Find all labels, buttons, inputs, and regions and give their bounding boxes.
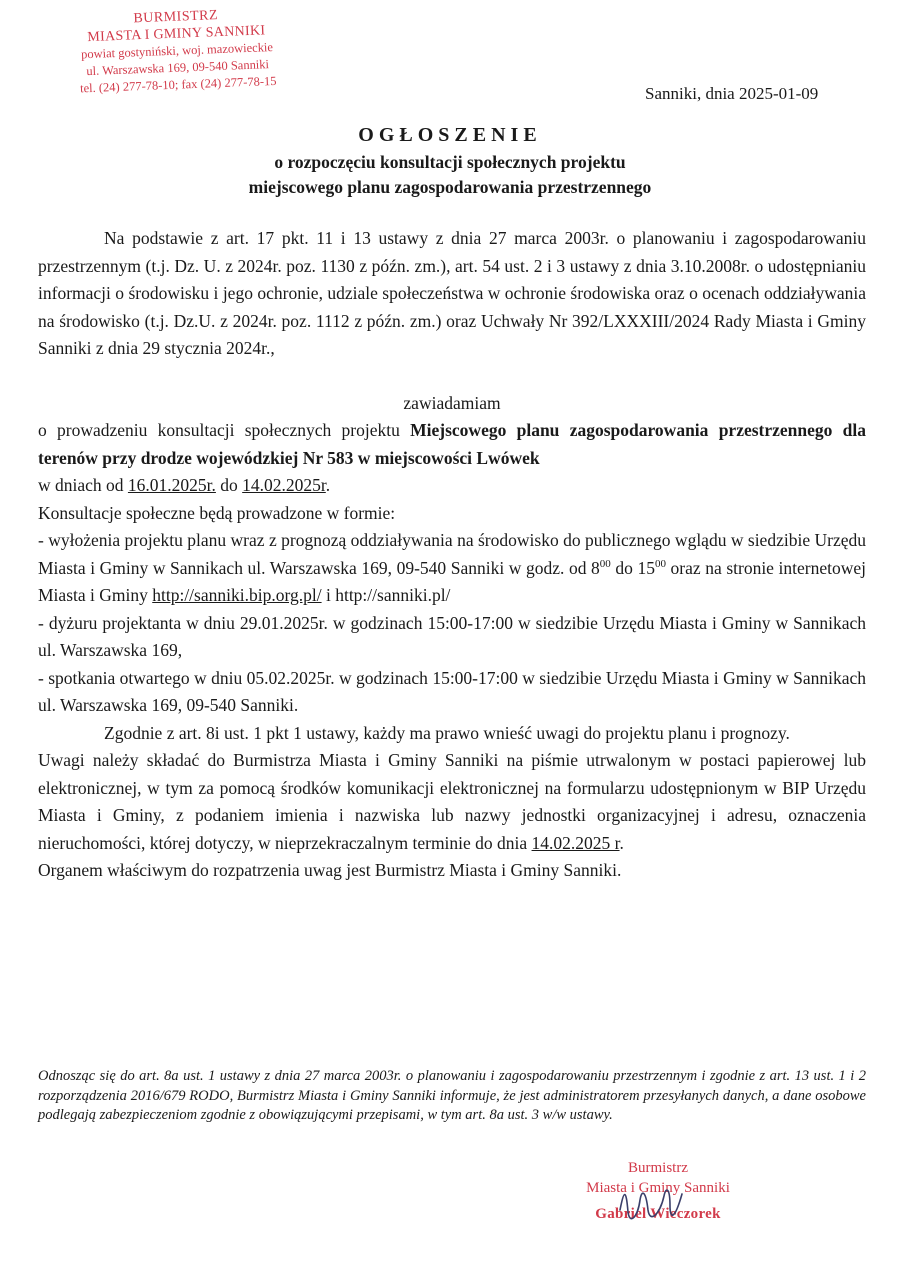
gdpr-note: Odnosząc się do art. 8a ust. 1 ustawy z dnia 27 marca 2003r. o planowaniu i zagospodarowaniu przestrzennym i zgodnie z art. 13 ust. 1 i 2 rozporządzenia 2016/679 RODO, Burmistrz Miasta i Gminy Sanniki informuje, że jest administratorem przesyłanych danych, a dane osobowe podlegają zabezpieczeniom zgodnie z obowiązującymi przepisami, w tym art. 8a ust. 3 w/w ustawy. <box>38 1068 866 1123</box>
handwritten-signature <box>612 1170 692 1230</box>
place-date: Sanniki, dnia 2025-01-09 <box>645 84 819 103</box>
hour-from: 8 <box>591 557 600 578</box>
hour-to: 15 <box>637 557 655 578</box>
form-item-1-web: oraz na stronie internetowej Miasta i Gminy <box>38 557 866 605</box>
deadline-suffix: . <box>619 832 624 853</box>
deadline-date: 14.02.2025 r <box>531 832 620 853</box>
stamp-line-3: powiat gostyniński, woj. mazowieckie <box>80 40 274 62</box>
legal-basis-paragraph: Na podstawie z art. 17 pkt. 11 i 13 ustawy z dnia 27 marca 2003r. o planowaniu i zagospodarowaniu przestrzennym (t.j. Dz. U. z 2024r. poz. 1130 z późn. zm.), art. 54 ust. 2 i 3 ustawy z dnia 3.10.2008r. o udostępnianiu informacji o środowisku i jego ochronie, udziale społeczeństwa w ochronie środowiska oraz o ocenach oddziaływania na środowisko (t.j. Dz.U. z 2024r. poz. 1112 z późn. zm.) oraz Uchwały Nr 392/LXXXIII/2024 Rady Miasta i Gminy Sanniki z dnia 29 stycznia 2024r., <box>38 228 866 358</box>
right-to-comment: Zgodnie z art. 8i ust. 1 pkt 1 ustawy, każdy ma prawo wnieść uwagi do projektu planu i prognozy. <box>104 722 790 743</box>
consultation-intro: o prowadzeniu konsultacji społecznych projektu <box>38 420 400 440</box>
document-title: OGŁOSZENIE <box>358 124 542 146</box>
to-word: do <box>615 557 633 578</box>
subtitle-line-2: miejscowego planu zagospodarowania przestrzennego <box>248 177 652 197</box>
form-item-3: - spotkania otwartego w dniu 05.02.2025r. w godzinach 15:00-17:00 w siedzibie Urzędu Miasta i Gminy w Sannikach ul. Warszawska 169, 09-540 Sanniki. <box>38 667 866 715</box>
date-to: 14.02.2025r <box>242 475 326 495</box>
stamp-line-1: BURMISTRZ <box>133 8 219 27</box>
stamp-line-2: MIASTA I GMINY SANNIKI <box>87 23 266 46</box>
consultation-paragraph <box>38 417 866 500</box>
dates-prefix: w dniach od <box>38 475 124 495</box>
signature-role: Burmistrz <box>628 1160 688 1176</box>
announcement-body <box>38 225 866 885</box>
website-link[interactable]: http://sanniki.pl/ <box>335 585 451 605</box>
authority-paragraph: Organem właściwym do rozpatrzenia uwag jest Burmistrz Miasta i Gminy Sanniki. <box>38 860 622 880</box>
office-stamp <box>38 3 316 98</box>
form-intro: Konsultacje społeczne będą prowadzone w formie: <box>38 502 396 523</box>
stamp-line-5: tel. (24) 277-78-10; fax (24) 277-78-15 <box>79 73 277 96</box>
dates-suffix: . <box>325 475 331 495</box>
hour-to-minutes: 00 <box>654 557 666 570</box>
submission-text: Uwagi należy składać do Burmistrza Miasta i Gminy Sanniki na piśmie utrwalonym w postaci papierowej lub elektronicznej, w tym za pomocą środków komunikacji elektronicznej na formularzu udostępnionym w BIP Urzędu Miasta i Gminy, z podaniem imienia i nazwiska lub nazwy jednostki organizacyjnej i adresu, oznaczenia nieruchomości, której dotyczy, w nieprzekraczalnym terminie do dnia <box>38 750 866 853</box>
stamp-line-4: ul. Warszawska 169, 09-540 Sanniki <box>86 57 270 79</box>
form-item-1 <box>38 527 866 610</box>
date-from: 16.01.2025r. <box>127 475 216 495</box>
form-item-1-text: - wyłożenia projektu planu wraz z prognozą oddziaływania na środowisko do publicznego wglądu w siedzibie Urzędu Miasta i Gminy w Sannikach ul. Warszawska 169, 09-540 Sanniki w godz. od <box>38 530 866 578</box>
hour-from-minutes: 00 <box>599 557 611 570</box>
and-word: i <box>325 585 331 605</box>
subtitle-line-1: o rozpoczęciu konsultacji społecznych projektu <box>274 152 626 172</box>
bip-link[interactable]: http://sanniki.bip.org.pl/ <box>152 585 322 605</box>
signature-office: Miasta i Gminy Sanniki <box>586 1180 730 1196</box>
document-subtitle <box>0 150 900 200</box>
dates-mid: do <box>220 475 238 495</box>
plan-name: Miejscowego planu zagospodarowania przestrzennego dla terenów przy drodze wojewódzkiej Nr 583 w miejscowości Lwówek <box>38 420 867 468</box>
submission-paragraph <box>38 747 866 857</box>
notify-word: zawiadamiam <box>403 392 501 413</box>
signature-name: Gabriel Wieczorek <box>595 1206 721 1222</box>
form-item-2: - dyżuru projektanta w dniu 29.01.2025r. w godzinach 15:00-17:00 w siedzibie Urzędu Miasta i Gminy w Sannikach ul. Warszawska 169, <box>38 612 866 660</box>
